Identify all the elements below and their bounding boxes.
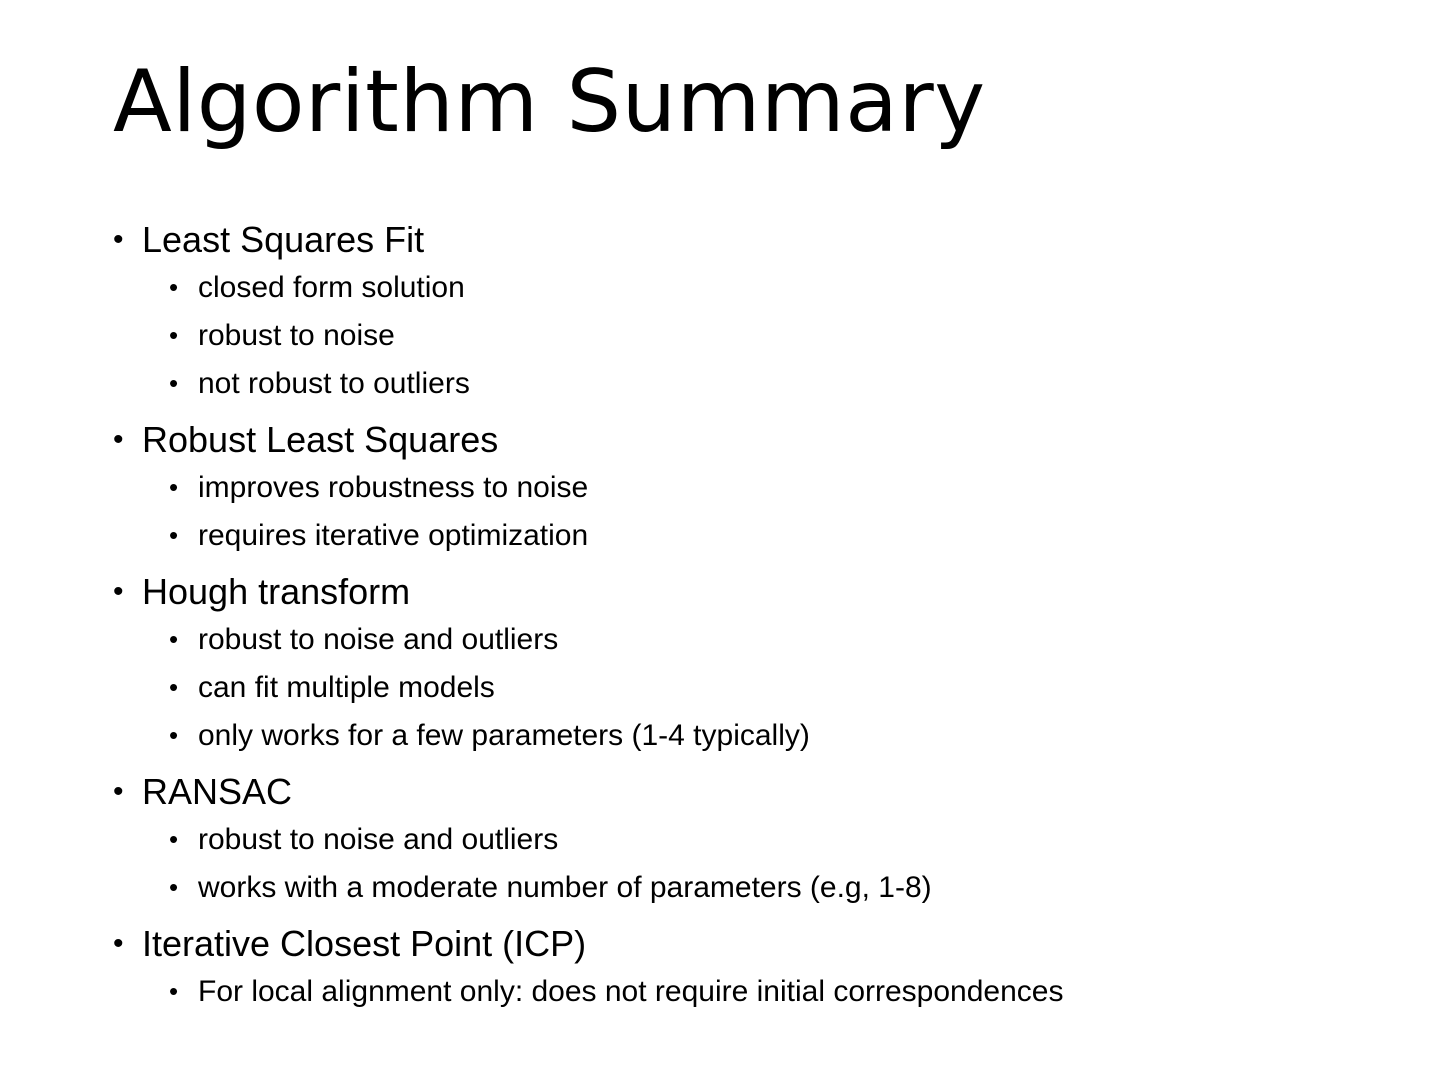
bullet-item xyxy=(113,920,1413,968)
bullet-icon: • xyxy=(169,472,179,502)
sub-bullet-item xyxy=(113,968,1413,1016)
bullet-icon: • xyxy=(169,720,179,750)
bullet-label: Iterative Closest Point (ICP) xyxy=(142,923,587,964)
sub-bullet-label: closed form solution xyxy=(198,271,465,304)
sub-bullet-label: only works for a few parameters (1-4 typically) xyxy=(198,719,810,752)
bullet-icon: • xyxy=(169,272,179,302)
bullet-label: Least Squares Fit xyxy=(142,219,425,260)
sub-bullet-label: works with a moderate number of parameters (e.g, 1-8) xyxy=(198,871,932,904)
sub-bullet-label: improves robustness to noise xyxy=(198,471,589,504)
bullet-icon: • xyxy=(113,775,124,808)
sub-bullet-item xyxy=(113,512,1413,560)
sub-bullet-item xyxy=(113,464,1413,512)
bullet-icon: • xyxy=(169,368,179,398)
bullet-icon: • xyxy=(113,575,124,608)
sub-bullet-item xyxy=(113,664,1413,712)
sub-bullet-label: robust to noise and outliers xyxy=(198,623,559,656)
sub-bullet-item xyxy=(113,712,1413,760)
slide-title: Algorithm Summary xyxy=(113,52,986,152)
bullet-icon: • xyxy=(169,320,179,350)
sub-bullet-item xyxy=(113,360,1413,408)
bullet-item xyxy=(113,216,1413,264)
sub-bullet-item xyxy=(113,616,1413,664)
sub-bullet-label: not robust to outliers xyxy=(198,367,470,400)
sub-bullet-label: requires iterative optimization xyxy=(198,519,589,552)
bullet-icon: • xyxy=(169,624,179,654)
sub-bullet-label: For local alignment only: does not require initial correspondences xyxy=(198,975,1064,1008)
sub-bullet-item xyxy=(113,264,1413,312)
bullet-label: Hough transform xyxy=(142,571,411,612)
bullet-icon: • xyxy=(169,976,179,1006)
bullet-icon: • xyxy=(113,927,124,960)
bullet-group xyxy=(113,768,1413,912)
sub-bullet-item xyxy=(113,864,1413,912)
sub-bullet-label: robust to noise and outliers xyxy=(198,823,559,856)
bullet-label: RANSAC xyxy=(142,771,293,812)
bullet-item xyxy=(113,416,1413,464)
bullet-icon: • xyxy=(169,872,179,902)
sub-bullet-label: can fit multiple models xyxy=(198,671,495,704)
bullet-list xyxy=(113,216,1413,1024)
bullet-icon: • xyxy=(169,824,179,854)
bullet-icon: • xyxy=(169,520,179,550)
sub-bullet-item xyxy=(113,816,1413,864)
bullet-item xyxy=(113,768,1413,816)
bullet-label: Robust Least Squares xyxy=(142,419,499,460)
bullet-icon: • xyxy=(113,223,124,256)
bullet-group xyxy=(113,920,1413,1016)
bullet-icon: • xyxy=(169,672,179,702)
bullet-group xyxy=(113,216,1413,408)
bullet-icon: • xyxy=(113,423,124,456)
bullet-group xyxy=(113,416,1413,560)
sub-bullet-label: robust to noise xyxy=(198,319,395,352)
sub-bullet-item xyxy=(113,312,1413,360)
bullet-item xyxy=(113,568,1413,616)
bullet-group xyxy=(113,568,1413,760)
